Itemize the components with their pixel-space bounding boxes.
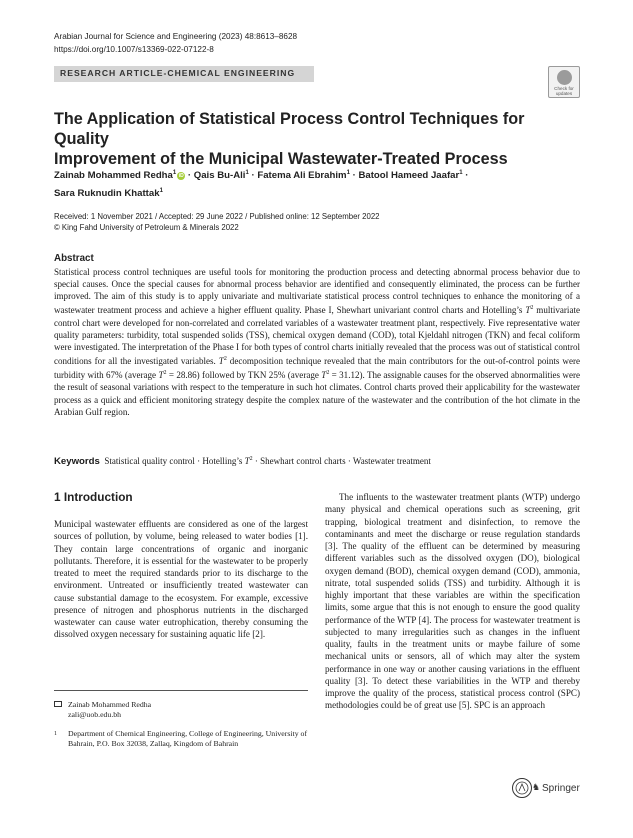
t-symbol: T xyxy=(158,370,164,381)
keywords-label: Keywords xyxy=(54,456,100,467)
keywords-part-1: Statistical quality control · Hotelling’s xyxy=(104,456,245,466)
intro-right-e: . SPC is an approach xyxy=(469,700,545,711)
keywords xyxy=(54,453,580,468)
abstract-part-4: = 28.86) followed by TKN 25% (average xyxy=(166,370,322,381)
author-1[interactable]: Zainab Mohammed Redha xyxy=(54,170,173,182)
journal-citation: Arabian Journal for Science and Engineering (2023) 48:8613–8628 xyxy=(54,32,298,41)
author-3-affil: 1 xyxy=(346,170,350,176)
intro-left-a: Municipal wastewater effluents are considered as one of the largest sources of pollution, by volume, being released to water bodies xyxy=(54,519,308,542)
t-squared: 2 xyxy=(163,370,167,377)
t-symbol: T xyxy=(244,456,250,466)
t-squared: 2 xyxy=(530,305,534,312)
author-4[interactable]: Batool Hameed Jaafar xyxy=(358,170,460,182)
dates-line: Received: 1 November 2021 / Accepted: 29 June 2022 / Published online: 12 September 2022 xyxy=(54,212,380,221)
check-updates-label: Check for updates xyxy=(554,86,574,96)
journal-header xyxy=(54,31,297,56)
citation-link[interactable]: [2] xyxy=(252,629,263,640)
contact-email[interactable]: zali@uob.edu.bh xyxy=(68,710,122,719)
author-list: Zainab Mohammed Redha$^1$iD · Qais Bu-Ali$^1$ · Fatema Ali Ebrahim$^1$ · Batool Hameed Jaafar$^1$ · Sara Ruknudin Khattak$^1$ xyxy=(54,170,469,199)
contact-name: Zainab Mohammed Redha xyxy=(68,700,152,709)
intro-left-column xyxy=(54,518,308,641)
abstract-part-1: Statistical process control techniques are useful tools for monitoring the production process and detecting abnormal process behavior due to special causes. Once the special causes for abnormal process behavior are identified and consequently eliminated, the process can be further improved. The aim of this study is to apply univariate and multivariate statistical process control techniques to enhance the monitoring of a wastewater treatment process and achieve a higher effluent quality. Phase I, Shewhart univariant control charts and Hotelling’s xyxy=(54,267,580,316)
section-banner-label: RESEARCH ARTICLE-CHEMICAL ENGINEERING xyxy=(60,68,296,78)
affiliation-text: Department of Chemical Engineering, College of Engineering, University of Bahrain, P.O. Box 32038, Zallaq, Kingdom of Bahrain xyxy=(68,729,308,748)
envelope-icon xyxy=(54,701,62,707)
author-3[interactable]: Fatema Ali Ebrahim xyxy=(257,170,347,182)
intro-right-c: . The process for wastewater treatment is subjected to many irregularities such as changes in the influent quality, faults in the treatment units or maybe failure of some mechanical units or sensors, all of which may alter the system performance in one way or another causing variations in the effluent quality xyxy=(325,614,580,686)
author-5-affil: 1 xyxy=(159,187,163,194)
abstract-text xyxy=(54,266,580,418)
abstract-part-5: = 31.12). The assignable causes for the observed abnormalities were the result of seasonal variations with respect to the temperature in such hot climates. Control charts proved their applicability for the wastewater process as a quick and efficient monitoring strategy despite the complex nature of the wastewater and the contribution of the hot climate in the Arabian Gulf region. xyxy=(54,370,581,417)
intro-right-d: . To detect these variabilities in the WTP and thereby improve the quality of the process, statistical process control (SPC) methodologies could be of great use xyxy=(325,675,580,711)
intro-right-column xyxy=(325,491,580,712)
article-title xyxy=(54,109,574,169)
author-2-affil: 1 xyxy=(245,170,249,176)
check-updates-icon xyxy=(557,70,572,85)
keywords-part-2: · Shewhart control charts · Wastewater treatment xyxy=(252,456,431,466)
copyright-line: © King Fahd University of Petroleum & Minerals 2022 xyxy=(54,222,239,232)
springer-logo xyxy=(512,776,582,804)
springer-horse-icon: ♞ xyxy=(532,782,541,792)
t-squared: 2 xyxy=(326,370,330,377)
check-for-updates-badge[interactable] xyxy=(548,66,580,98)
abstract-part-3: decomposition technique revealed that the main contributors for the out-of-control points were turbidity with 67% (average xyxy=(54,356,580,381)
corresponding-author xyxy=(54,700,151,720)
publisher-name: Springer xyxy=(542,783,580,794)
affiliation-number: 1 xyxy=(54,731,57,737)
t-symbol: T xyxy=(525,305,531,316)
intro-left-c: . xyxy=(262,629,266,640)
footnote-divider xyxy=(54,690,308,691)
intro-right-b: . The quality of the effluent can be determined by measuring different variables such as the dissolved oxygen (DO), biological oxygen demand (BOD), chemical oxygen demand (COD), ammonia, nitrate, total suspended solids (TSS) and turbidity. Although it is highly important that these variables are within the specification limits, some argue that this is not enough to ensure the good quality performance of the WTP xyxy=(325,541,580,625)
citation-link[interactable]: [1] xyxy=(295,531,306,542)
t-symbol: T xyxy=(218,356,224,367)
orcid-icon[interactable]: iD xyxy=(178,173,184,180)
publication-dates xyxy=(54,212,380,233)
citation-link[interactable]: [5] xyxy=(458,700,470,711)
t-squared: 2 xyxy=(249,456,253,462)
citation-link[interactable]: [3] xyxy=(325,541,336,551)
abstract-part-2: multivariate control chart were developed for non-correlated and correlated variables of a wastewater treatment plant, respectively. Five representative water quality parameters: turbidity, total suspended solids (TSS), chemical oxygen demand (COD), total Kjeldahl nitrogen (TKN) and fecal coliform were investigated. The interpretation of the Phase I for both types of control charts initially revealed that the process was out of statistical control conditions for all the investigated variables. xyxy=(54,305,580,367)
section-banner xyxy=(54,66,314,82)
intro-left-b: . They contain large concentrations of organic and inorganic pollutants. Therefore, it is essential for the wastewater to be properly treated to meet the required standards prior to its discharge to the environment. Untreated or insufficiently treated wastewater can cause substantial damage to the ecosystem. For example, excessive presence of nitrogen and phosphorus nutrients in the discharged wastewater can cause water eutrophication, thereby consuming the dissolved oxygen necessary for sustaining aquatic life xyxy=(54,531,308,640)
springer-emblem-icon xyxy=(512,778,532,798)
t-symbol: T xyxy=(321,370,327,381)
author-4-affil: 1 xyxy=(459,170,463,176)
citation-link[interactable]: [3] xyxy=(354,675,366,686)
t-squared: 2 xyxy=(223,356,227,363)
citation-link[interactable]: [4] xyxy=(418,614,430,625)
author-2[interactable]: Qais Bu-Ali xyxy=(193,170,246,182)
author-5[interactable]: Sara Ruknudin Khattak xyxy=(54,187,160,199)
intro-right-a: The influents to the wastewater treatment plants (WTP) undergo many physical and chemical operations such as screening, grit trapping, biological treatment and disinfection, to remove the contaminants and meet the discharge or reuse regulation standards xyxy=(325,492,580,539)
intro-heading: 1 Introduction xyxy=(54,490,133,504)
doi-link[interactable]: https://doi.org/10.1007/s13369-022-07122-8 xyxy=(54,44,214,54)
title-line-2: Improvement of the Municipal Wastewater-Treated Process xyxy=(54,150,508,168)
author-1-affil: 1 xyxy=(172,170,177,176)
title-line-1: The Application of Statistical Process Control Techniques for Quality xyxy=(54,110,525,148)
abstract-heading: Abstract xyxy=(54,253,94,264)
